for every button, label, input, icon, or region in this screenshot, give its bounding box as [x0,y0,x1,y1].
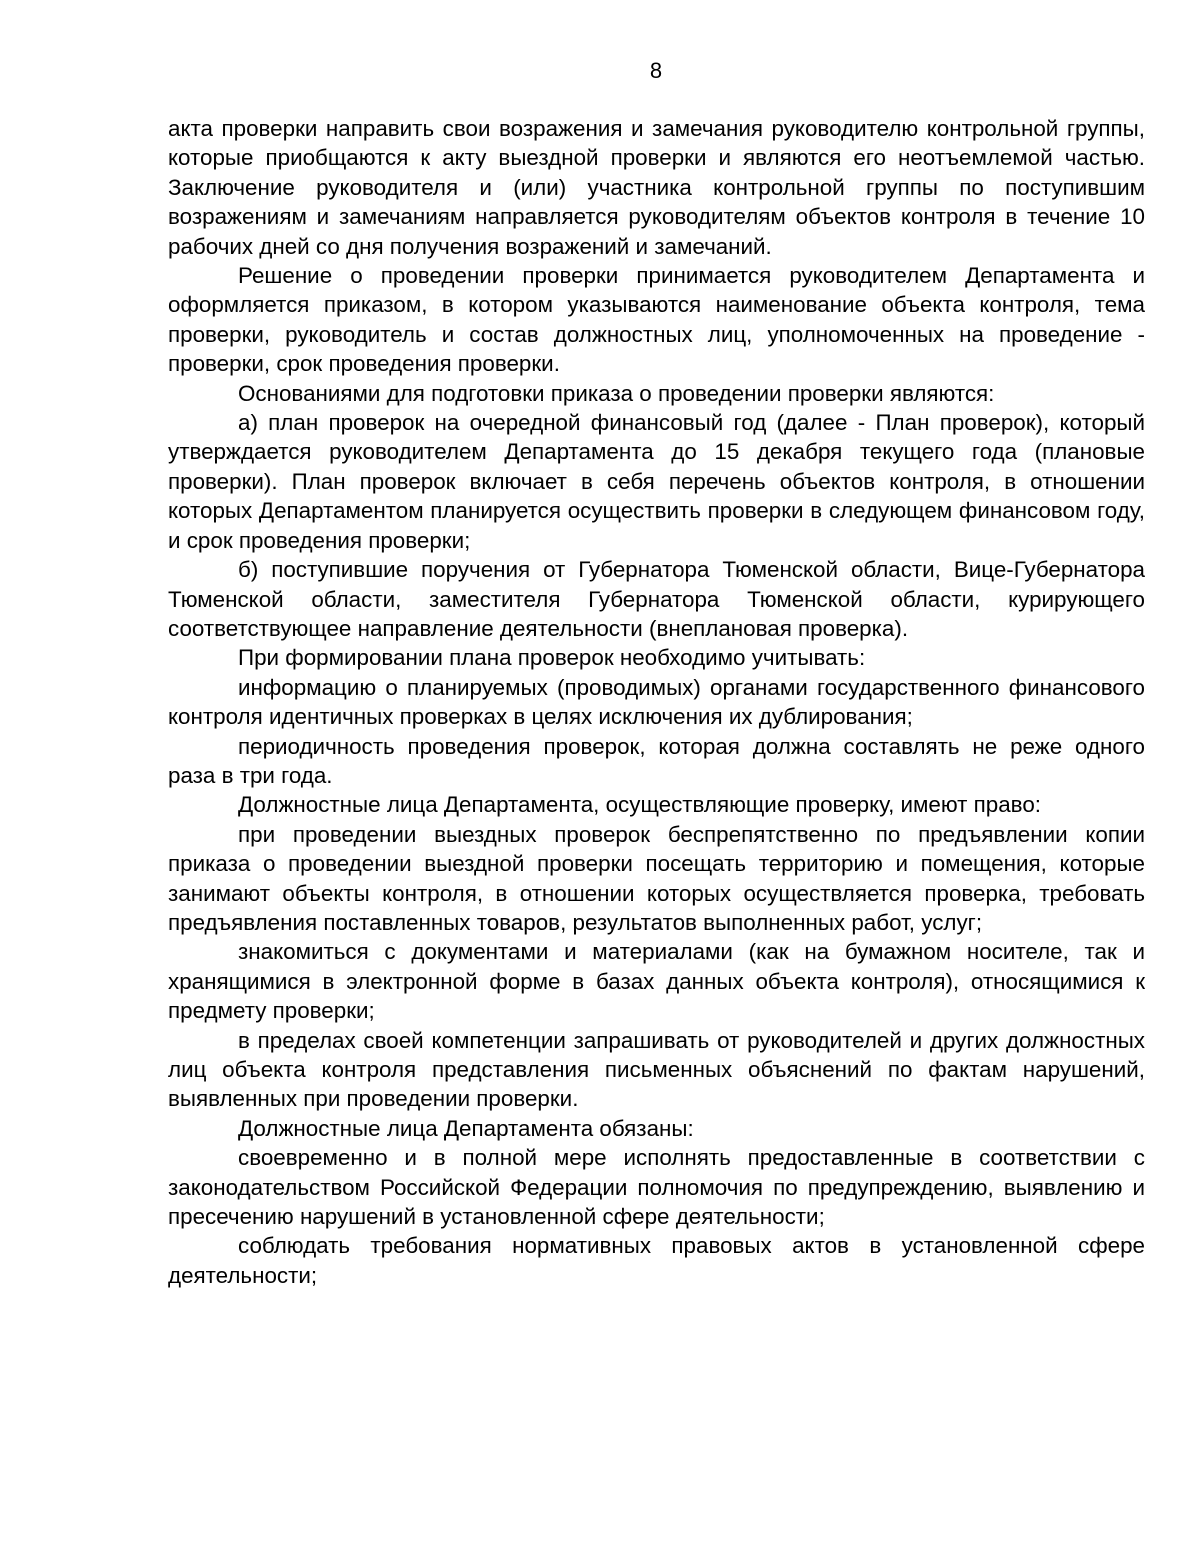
paragraph-plan-info: информацию о планируемых (проводимых) органами государственного финансового контроля идентичных проверках в целях исключения их дублирования; [168,674,1145,730]
paragraph-duty-powers: своевременно и в полной мере исполнять предоставленные в соответствии с законодательством Российской Федерации полномочия по предупреждению, выявлению и пресечению нарушений в установленной сфере деятельности; [168,1145,1145,1230]
paragraph-right-explanations: в пределах своей компетенции запрашивать от руководителей и других должностных лиц объекта контроля представления письменных объяснений по фактам нарушений, выявленных при проведении проверки. [168,1027,1145,1112]
paragraph-continuation: акта проверки направить свои возражения и замечания руководителю контрольной группы, которые приобщаются к акту выездной проверки и являются его неотъемлемой частью. Заключение руководителя и (или) участника контрольной группы по поступившим возражениям и замечаниям направляется руководителям объектов контроля в течение 10 рабочих дней со дня получения возражений и замечаний. [168,116,1145,259]
paragraph-grounds-intro: Основаниями для подготовки приказа о проведении проверки являются: [238,380,995,406]
paragraph-right-visit: при проведении выездных проверок беспрепятственно по предъявлении копии приказа о проведении выездной проверки посещать территорию и помещения, которые занимают объекты контроля, в отношении которых осуществляется проверка, требовать предъявления поставленных товаров, результатов выполненных работ, услуг; [168,821,1145,935]
page-number: 8 [649,58,663,83]
paragraph-plan-periodicity: периодичность проведения проверок, которая должна составлять не реже одного раза в три года. [168,733,1145,788]
document-body [168,114,1145,1290]
paragraph-duties-intro: Должностные лица Департамента обязаны: [238,1115,694,1141]
paragraph-rights-intro: Должностные лица Департамента, осуществляющие проверку, имеют право: [238,792,1041,818]
paragraph-plan-intro: При формировании плана проверок необходимо учитывать: [238,645,866,671]
paragraph-decision: Решение о проведении проверки принимается руководителем Департамента и оформляется приказом, в котором указываются наименование объекта контроля, тема проверки, руководитель и состав должностных лиц, уполномоченных на проведение - проверки, срок проведения проверки. [168,263,1145,377]
paragraph-grounds-a: а) план проверок на очередной финансовый год (далее - План проверок), который утверждается руководителем Департамента до 15 декабря текущего года (плановые проверки). План проверок включает в себя перечень объектов контроля, в отношении которых Департаментом планируется осуществить проверки в следующем финансовом году, и срок проведения проверки; [168,410,1145,553]
paragraph-grounds-b: б) поступившие поручения от Губернатора Тюменской области, Вице-Губернатора Тюменской области, заместителя Губернатора Тюменской области, курирующего соответствующее направление деятельности (внеплановая проверка). [168,557,1145,641]
paragraph-duty-comply: соблюдать требования нормативных правовых актов в установленной сфере деятельности; [168,1233,1145,1288]
paragraph-right-documents: знакомиться с документами и материалами (как на бумажном носителе, так и хранящимися в электронной форме в базах данных объекта контроля), относящимися к предмету проверки; [168,939,1145,1024]
